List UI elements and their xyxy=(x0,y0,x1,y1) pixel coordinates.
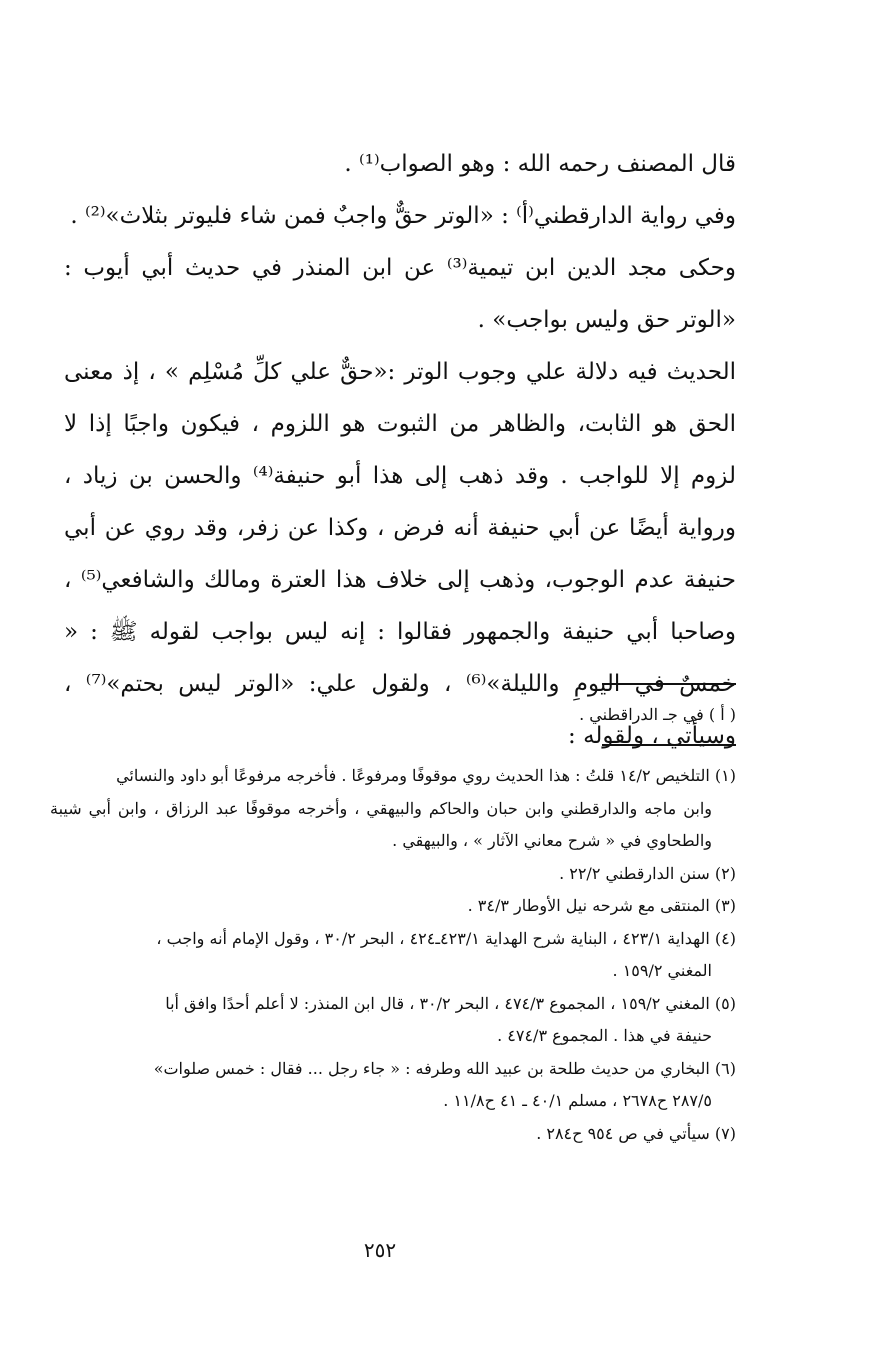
footnote-6 xyxy=(50,1053,736,1118)
footnote-4-continuation: المغني ١٥٩/٢ . xyxy=(612,961,712,980)
main-text xyxy=(64,138,736,762)
footnote-5 xyxy=(50,988,736,1053)
footnote-5-continuation: حنيفة في هذا . المجموع ٤٧٤/٣ . xyxy=(497,1026,712,1045)
footnote-1 xyxy=(50,760,736,858)
footnote-5-text: (٥) المغني ١٥٩/٢ ، المجموع ٤٧٤/٣ ، البحر ٣٠/٢ ، قال ابن المنذر: لا أعلم أحدًا وافق أبا xyxy=(165,993,736,1013)
footnote-1-text: (١) التلخيص ١٤/٢ قلتُ : هذا الحديث روي موقوفًا ومرفوعًا . فأخرجه مرفوعًا أبو داود والنسائي xyxy=(116,766,736,785)
footnote-4-text: (٤) الهداية ٤٢٣/١ ، البناية شرح الهداية ٤٢٣/١ـ٤٢٤ ، البحر ٣٠/٢ ، وقول الإمام أنه واجب ، xyxy=(156,928,736,948)
paragraph-daraqutni-narration: وفي رواية الدارقطني⁽أ⁾ : «الوتر حقٌّ واجبٌ فمن شاء فليوتر بثلاث»⁽²⁾ . xyxy=(70,203,736,229)
paragraph-ibn-taymiyya-report: وحكى مجد الدين ابن تيمية⁽³⁾ عن ابن المنذر في حديث أبي أيوب : «الوتر حق وليس بواجب» . xyxy=(64,255,736,333)
footnote-4 xyxy=(50,923,736,988)
paragraph-author-statement: قال المصنف رحمه الله : وهو الصواب⁽¹⁾ . xyxy=(344,151,736,177)
footnotes xyxy=(50,760,736,1150)
footnote-7 xyxy=(50,1118,736,1151)
footnote-7-text: (٧) سيأتي في ص ٩٥٤ ح٢٨٤ . xyxy=(536,1123,736,1143)
footnote-2-text: (٢) سنن الدارقطني ٢٢/٢ . xyxy=(559,863,736,883)
variant-note: ( أ ) في جـ الدراقطني . xyxy=(579,705,736,724)
footnote-6-continuation: ٢٨٧/٥ ح٢٦٧٨ ، مسلم ٤٠/١ ـ ٤١ ح١١/٨ . xyxy=(443,1091,712,1110)
paragraph-commentary: الحديث فيه دلالة علي وجوب الوتر :«حقٌّ علي كلِّ مُسْلِم » ، إذ معنى الحق هو الثابت، والظاهر من الثبوت هو اللزوم ، فيكون واجبًا إذا لا لزوم إلا للواجب . وقد ذهب إلى هذا أبو حنيفة⁽⁴⁾ والحسن بن زياد ، ورواية أيضًا عن أبي حنيفة أنه فرض ، وكذا عن زفر، وقد روي عن أبي حنيفة عدم الوجوب، وذهب إلى خلاف هذا العترة ومالك والشافعي⁽⁵⁾ ، وصاحبا أبي حنيفة والجمهور فقالوا : إنه ليس بواجب لقوله ﷺ : « خمسٌ في اليومِ والليلة»⁽⁶⁾ ، ولقول علي: «الوتر ليس بحتم»⁽⁷⁾ ، وسيأتي ، ولقوله : xyxy=(64,359,737,749)
variant-note-divider xyxy=(602,683,736,685)
footnote-1-continuation: وابن ماجه والدارقطني وابن حبان والحاكم والبيهقي ، وأخرجه موقوفًا عبد الرزاق ، وابن أبي شيبة والطحاوي في « شرح معاني الآثار » ، والبيهقي . xyxy=(50,798,712,850)
page-number: ٢٥٢ xyxy=(363,1238,397,1262)
footnote-2 xyxy=(50,858,736,891)
footnote-3 xyxy=(50,890,736,923)
footnote-3-text: (٣) المنتقى مع شرحه نيل الأوطار ٣٤/٣ . xyxy=(467,896,736,915)
footnote-6-text: (٦) البخاري من حديث طلحة بن عبيد الله وطرفه : « جاء رجل ... فقال : خمس صلوات» xyxy=(153,1058,736,1078)
footnotes-divider xyxy=(602,744,736,746)
